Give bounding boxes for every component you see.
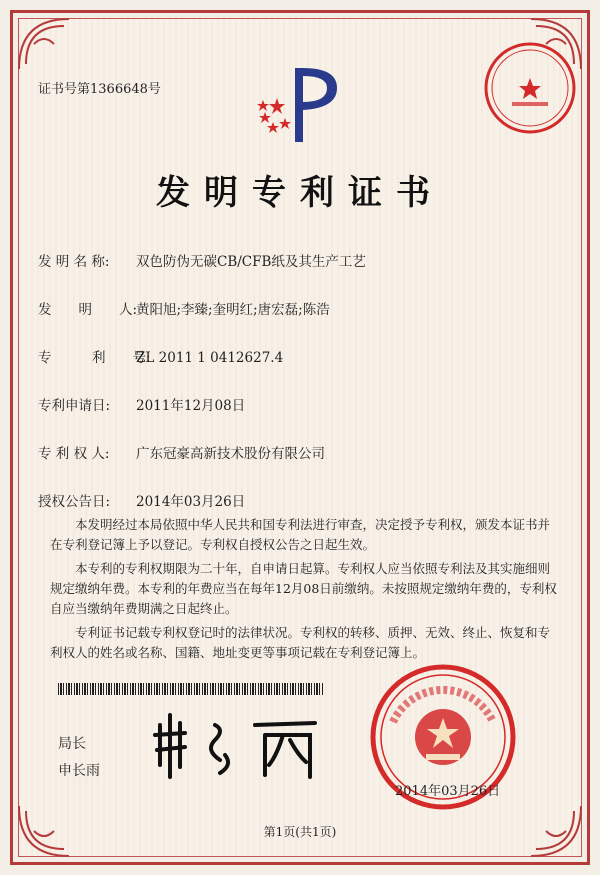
field-label: 专 利 号: — [38, 350, 151, 366]
field-inventors — [38, 298, 330, 318]
field-grant-date — [38, 490, 245, 510]
barcode — [58, 683, 323, 695]
director-name: 申长雨 — [58, 763, 100, 779]
field-label: 发 明 人: — [38, 302, 138, 318]
certificate-body — [50, 515, 560, 667]
agency-seal-icon — [480, 38, 580, 138]
field-value: 2014年03月26日 — [136, 494, 246, 510]
field-invention-name — [38, 250, 366, 270]
sipo-logo-icon — [255, 60, 345, 150]
body-paragraph: 专利证书记载专利权登记时的法律状况。专利权的转移、质押、无效、终止、恢复和专利权人的姓名或名称、国籍、地址变更等事项记载在专利登记簿上。 — [50, 625, 551, 660]
field-label: 发 明 名 称: — [38, 254, 110, 270]
field-label: 专利申请日: — [38, 398, 111, 414]
page-number: 第1页(共1页) — [263, 825, 337, 839]
director-signature — [145, 705, 325, 785]
field-label: 专 利 权 人: — [38, 446, 110, 462]
page-title: 发明专利证书 — [156, 173, 444, 213]
field-patent-number — [38, 346, 283, 366]
field-value: 广东冠豪高新技术股份有限公司 — [136, 446, 325, 462]
corner-ornament-top-left — [14, 14, 74, 74]
seal-date: 2014年03月26日 — [395, 784, 501, 799]
body-paragraph: 本发明经过本局依照中华人民共和国专利法进行审查，决定授予专利权，颁发本证书并在专利登记簿上予以登记。专利权自授权公告之日起生效。 — [50, 517, 551, 552]
body-paragraph: 本专利的专利权期限为二十年，自申请日起算。专利权人应当依照专利法及其实施细则规定缴纳年费。本专利的年费应当在每年12月08日前缴纳。未按照规定缴纳年费的，专利权自应当缴纳年费期满之日起终止。 — [50, 561, 557, 616]
field-value: 2011年12月08日 — [136, 398, 246, 414]
certificate-number: 证书号第1366648号 — [38, 82, 161, 97]
field-value: 双色防伪无碳CB/CFB纸及其生产工艺 — [136, 254, 366, 270]
field-label: 授权公告日: — [38, 494, 111, 510]
field-application-date — [38, 394, 245, 414]
field-patentee — [38, 442, 325, 462]
field-value: 黄阳旭;李臻;奎明红;唐宏磊;陈浩 — [136, 302, 330, 318]
field-value: ZL 2011 1 0412627.4 — [136, 350, 284, 366]
director-title: 局长 — [58, 736, 86, 752]
